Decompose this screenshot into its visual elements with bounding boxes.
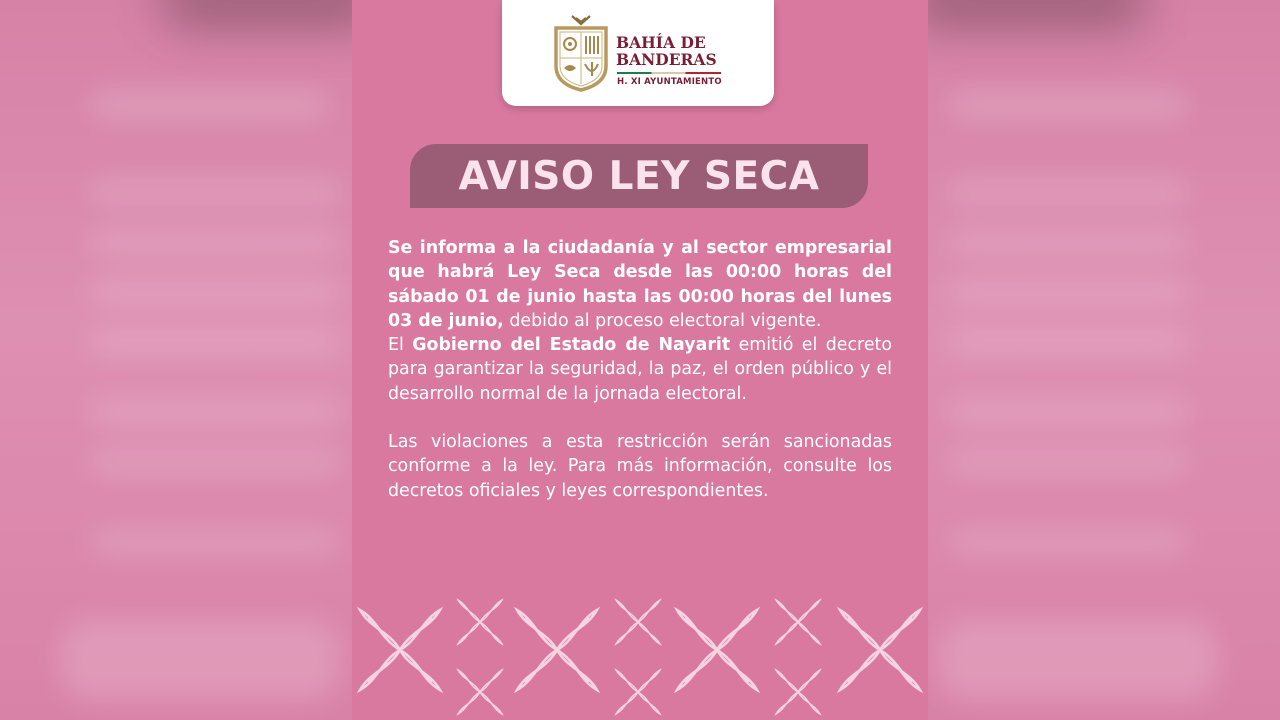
logo-tricolor-rule [617,72,721,74]
decorative-floral-pattern [352,580,928,720]
paragraph-decree [388,333,892,406]
logo-name [616,34,736,68]
paragraph-decree-bold: Gobierno del Estado de Nayarit [412,335,731,356]
announcement-poster [352,0,928,720]
paragraph-dates-bold: Se informa a la ciudadanía y al sector empresarial que habrá Ley Seca desde las 00:00 horas del sábado 01 de junio hasta las 00:00 horas del lunes 03 de junio, [388,238,892,331]
logo-name-line2: BANDERAS [616,50,717,69]
paragraph-decree-rest: emitió el decreto para garantizar la seguridad, la paz, el orden público y el desarrollo normal de la jornada electoral. [388,335,892,404]
paragraph-sanctions: Las violaciones a esta restricción serán sancionadas conforme a la ley. Para más información, consulte los decretos oficiales y leyes correspondientes. [388,432,892,501]
page-title: AVISO LEY SECA [458,154,820,199]
paragraph-dates-rest: debido al proceso electoral vigente. [503,310,822,331]
paragraph-decree-prefix: El [388,335,413,356]
announcement-body [388,236,892,503]
blurred-background-left [0,0,352,720]
municipal-shield-icon [552,14,610,92]
title-banner [410,144,868,208]
logo-subtitle: H. XI AYUNTAMIENTO [617,77,722,87]
municipality-logo [502,0,774,106]
blurred-background-right [928,0,1280,720]
paragraph-dates [388,236,892,333]
logo-name-line1: BAHÍA DE [616,33,706,52]
